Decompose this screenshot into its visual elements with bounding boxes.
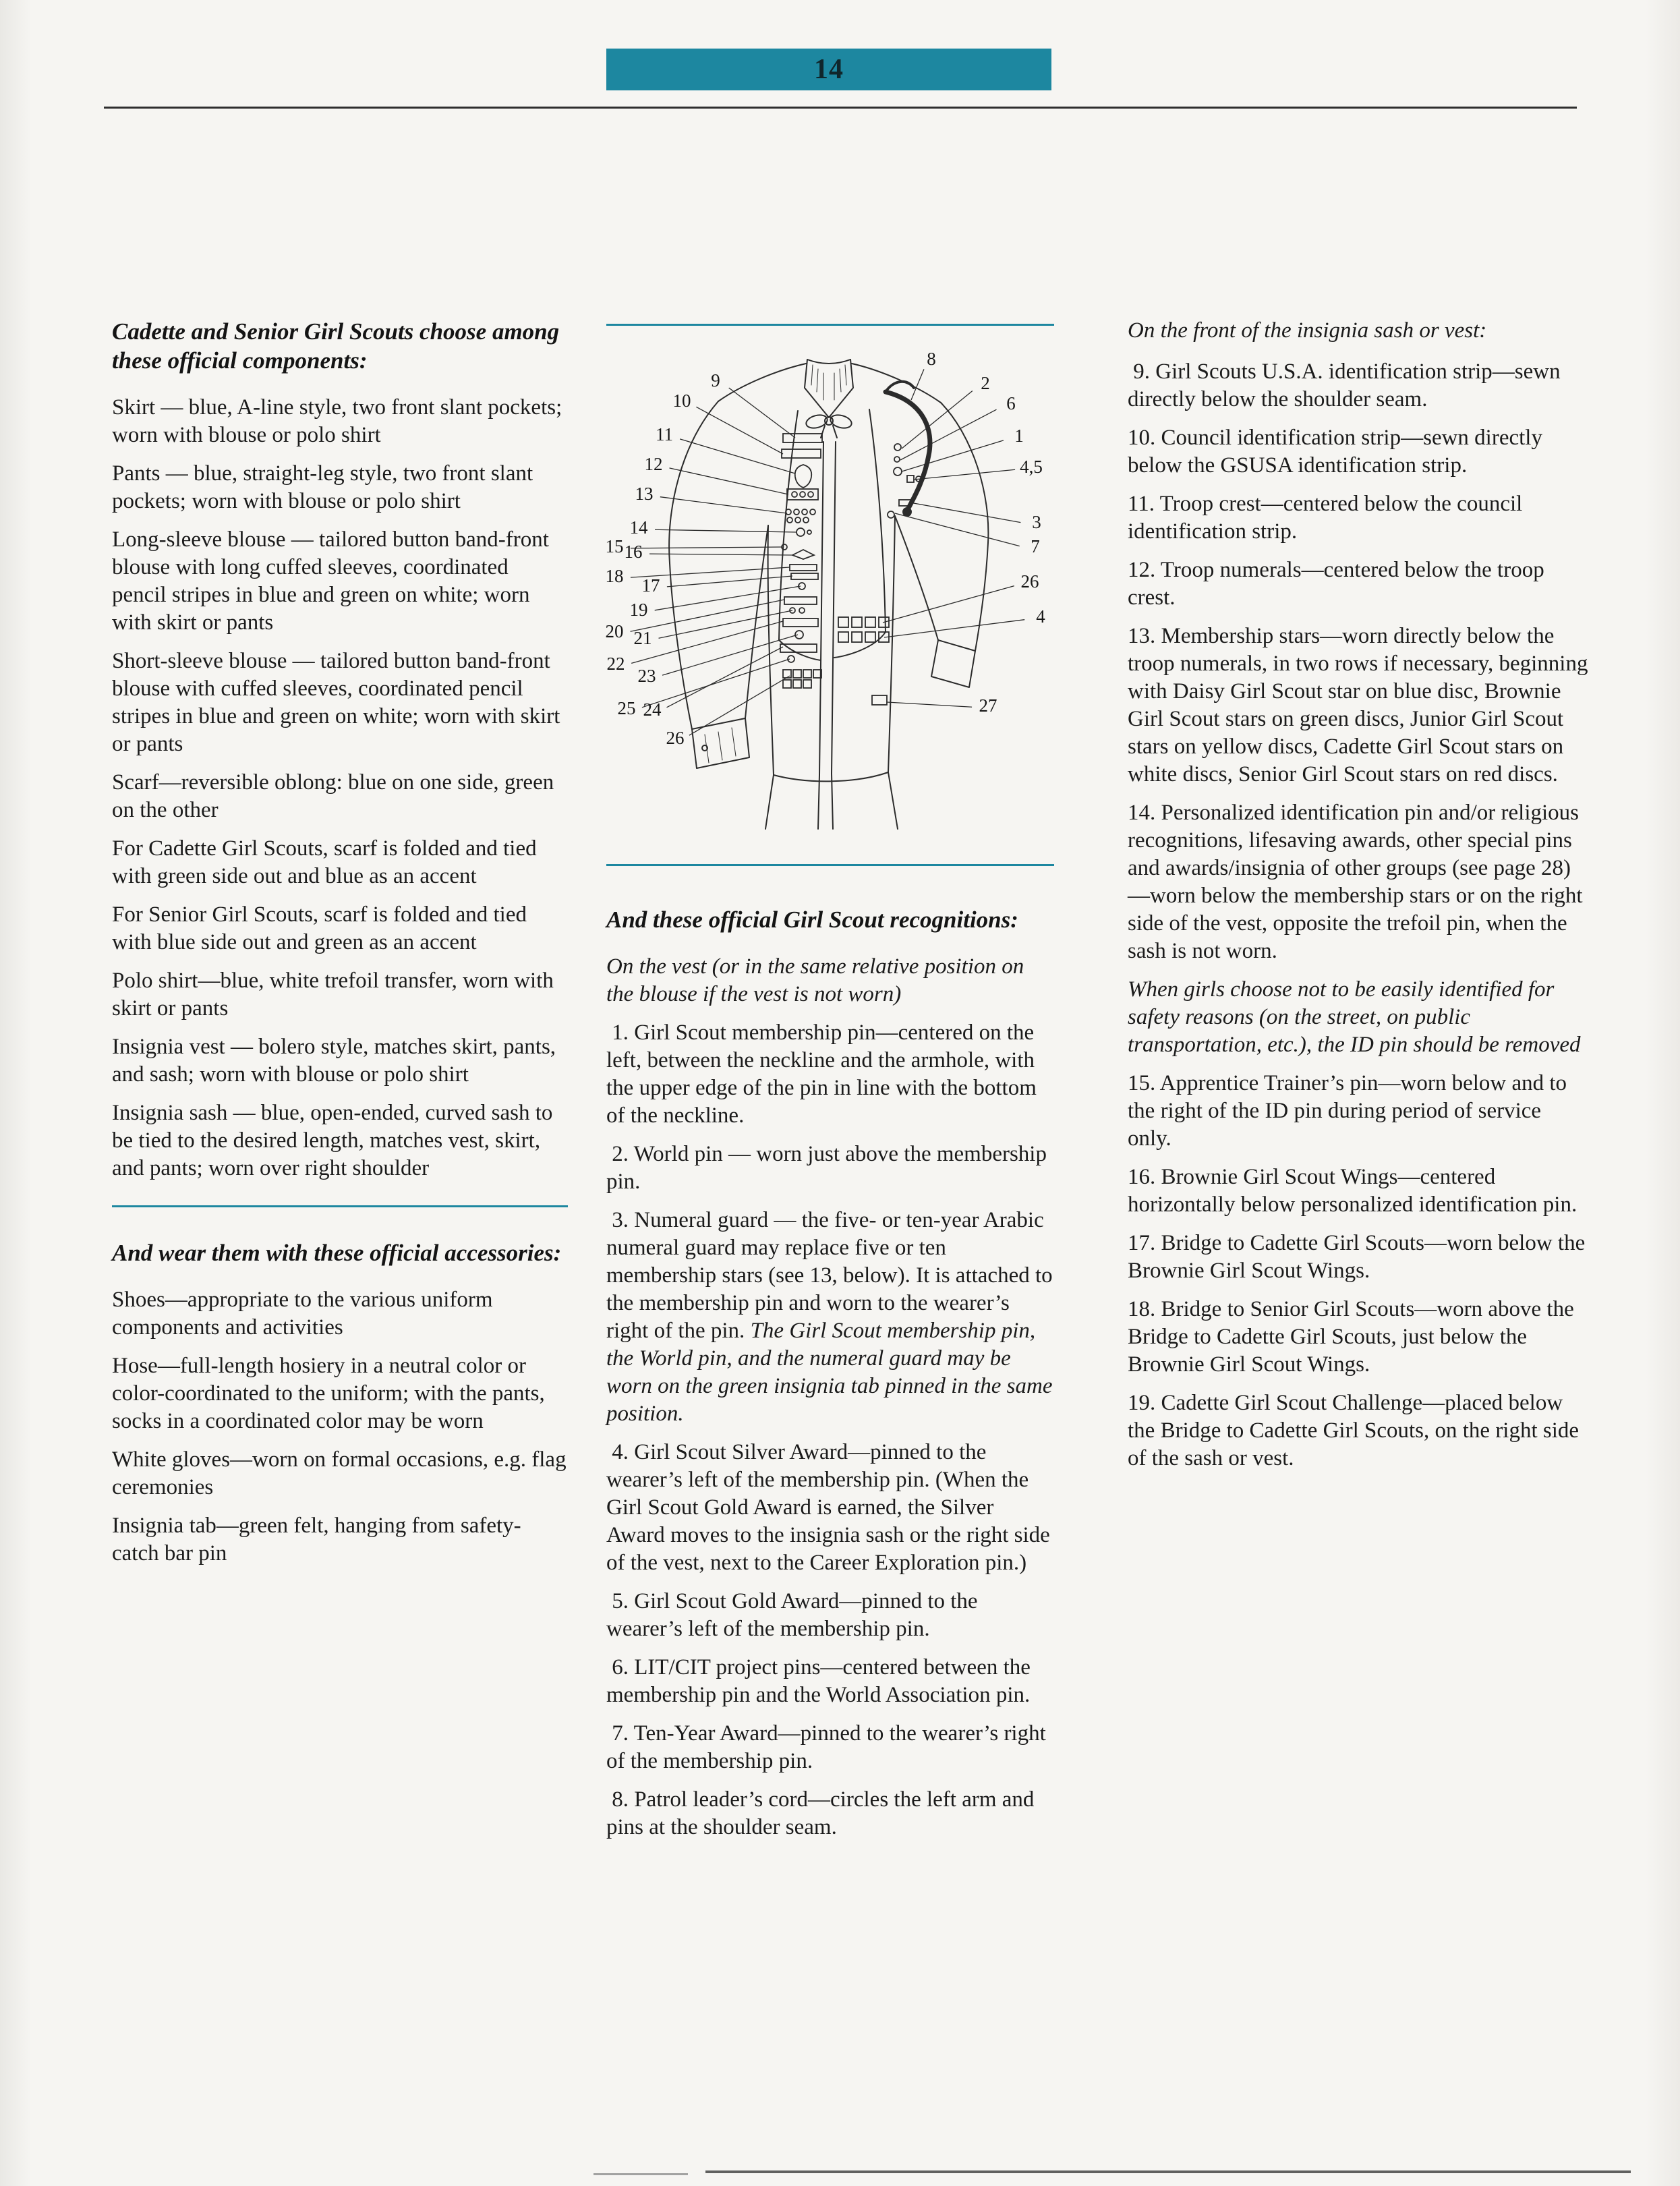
- recognitions-list: [606, 1019, 1058, 1841]
- callout-number: 13: [635, 484, 654, 505]
- callout-number: 4,5: [1020, 457, 1043, 478]
- sash-front-heading: On the front of the insignia sash or vest:: [1128, 318, 1487, 343]
- callout-leader-line: [887, 702, 972, 707]
- paragraph: Insignia tab—green felt, hanging from safety-catch bar pin: [112, 1514, 521, 1565]
- sash-items-list: [1128, 358, 1594, 1472]
- body-text: 3. Numeral guard — the five- or ten-year Arabic numeral guard may replace five or ten membership stars (see 13, below). It is attached to the membership pin and worn to the wearer’s right of the pin.: [606, 1208, 1058, 1343]
- callout-number: 23: [637, 666, 656, 687]
- paragraph: 16. Brownie Girl Scout Wings—centered horizontally below personalized identification pin.: [1128, 1165, 1577, 1217]
- callout-leader-line: [642, 659, 790, 708]
- paragraph: Short-sleeve blouse — tailored button band-front blouse with cuffed sleeves, coordinated pencil stripes in blue and green on white; worn with skirt or pants: [112, 649, 566, 756]
- paragraph: When girls choose not to be easily identified for safety reasons (on the street, on public transportation, etc.), the ID pin should be removed: [1128, 977, 1581, 1057]
- paragraph: 7. Ten-Year Award—pinned to the wearer’s right of the membership pin.: [606, 1721, 1052, 1773]
- top-rule: [104, 107, 1577, 109]
- callout-leader-line: [631, 547, 782, 548]
- callout-layer: [606, 349, 1046, 748]
- callout-number: 9: [711, 370, 720, 391]
- uniform-illustration: [606, 335, 1054, 855]
- paragraph: 8. Patrol leader’s cord—circles the left arm and pins at the shoulder seam.: [606, 1787, 1040, 1839]
- callout-leader-line: [667, 576, 792, 587]
- paragraph: 9. Girl Scouts U.S.A. identification strip—sewn directly below the shoulder seam.: [1128, 359, 1566, 411]
- callout-number: 10: [672, 391, 691, 411]
- paragraph: Long-sleeve blouse — tailored button band-front blouse with long cuffed sleeves, coordinated pencil stripes in blue and green on white; worn with skirt or pants: [112, 527, 555, 635]
- callout-leader-line: [902, 440, 1004, 471]
- paragraph: 1. Girl Scout membership pin—centered on the left, between the neckline and the armhole, with the upper edge of the pin in line with the bottom of the neckline.: [606, 1020, 1043, 1128]
- callout-leader-line: [911, 369, 924, 400]
- paragraph: Insignia vest — bolero style, matches skirt, pants, and sash; worn with blouse or polo shirt: [112, 1035, 562, 1087]
- callout-leader-line: [667, 647, 783, 708]
- callout-number: 20: [605, 621, 624, 642]
- callout-number: 4: [1036, 606, 1045, 627]
- illustration-bottom-rule: [606, 864, 1054, 866]
- callout-leader-line: [631, 621, 783, 663]
- paragraph: Skirt — blue, A-line style, two front slant pockets; worn with blouse or polo shirt: [112, 395, 568, 447]
- callout-number: 26: [666, 728, 685, 749]
- uniform-outline: [669, 359, 988, 829]
- paragraph: 12. Troop numerals—centered below the troop crest.: [1128, 558, 1550, 610]
- callout-number: 24: [643, 699, 662, 720]
- scan-artifact-line: [705, 2170, 1631, 2173]
- paragraph: 2. World pin — worn just above the membership pin.: [606, 1142, 1053, 1194]
- callout-leader-line: [660, 497, 787, 513]
- callout-leader-line: [689, 676, 790, 735]
- paragraph: 14. Personalized identification pin and/or religious recognitions, lifesaving awards, other special pins and awards/insignia of other groups (see page 28)—worn below the membership stars or on the right side of the vest, opposite the trefoil pin, when the sash is not worn.: [1128, 801, 1588, 963]
- callout-number: 27: [979, 695, 997, 716]
- callout-number: 14: [629, 517, 648, 538]
- paragraph: 19. Cadette Girl Scout Challenge—placed below the Bridge to Cadette Girl Scouts, on the right side of the sash or vest.: [1128, 1391, 1585, 1470]
- callout-number: 11: [656, 424, 673, 445]
- paragraph: Polo shirt—blue, white trefoil transfer, worn with skirt or pants: [112, 969, 560, 1020]
- callout-leader-line: [895, 513, 1020, 546]
- paragraph: 11. Troop crest—centered below the council identification strip.: [1128, 492, 1528, 544]
- section-divider: [112, 1205, 568, 1207]
- emphasis-text: The Girl Scout membership pin, the World pin, and the numeral guard may be worn on the green insignia tab pinned in the same position.: [606, 1319, 1058, 1426]
- callout-number: 7: [1031, 536, 1040, 557]
- paragraph: 18. Bridge to Senior Girl Scouts—worn above the Bridge to Cadette Girl Scouts, just below the Brownie Girl Scout Wings.: [1128, 1297, 1580, 1377]
- callout-number: 26: [1020, 571, 1039, 592]
- paragraph: 5. Girl Scout Gold Award—pinned to the wearer’s left of the membership pin.: [606, 1589, 983, 1641]
- callout-leader-line: [914, 469, 1015, 480]
- right-column: [1128, 317, 1594, 1483]
- paragraph: Pants — blue, straight-leg style, two front slant pockets; worn with blouse or polo shirt: [112, 461, 539, 513]
- accessories-heading: And wear them with these official accessories:: [112, 1240, 562, 1266]
- callout-number: 2: [981, 373, 990, 394]
- page-number: 14: [814, 54, 844, 85]
- paragraph: 15. Apprentice Trainer’s pin—worn below and to the right of the ID pin during period of service only.: [1128, 1071, 1573, 1151]
- paragraph: Shoes—appropriate to the various uniform components and activities: [112, 1288, 498, 1340]
- callout-number: 6: [1006, 393, 1016, 414]
- paragraph: 13. Membership stars—worn directly below the troop numerals, in two rows if necessary, beginning with Daisy Girl Scout star on blue disc, Brownie Girl Scout stars on green discs, Junior Girl Scout stars on yellow discs, Cadette Girl Scout stars on white discs, Senior Girl Scout stars on red discs.: [1128, 624, 1594, 786]
- callout-number: 17: [641, 575, 660, 596]
- callout-leader-line: [680, 439, 795, 473]
- callout-number: 22: [606, 654, 625, 674]
- callout-number: 15: [605, 536, 624, 557]
- illustration-top-rule: [606, 324, 1054, 326]
- callout-leader-line: [631, 600, 784, 631]
- paragraph: 17. Bridge to Cadette Girl Scouts—worn below the Brownie Girl Scout Wings.: [1128, 1231, 1591, 1283]
- scan-artifact-line-small: [593, 2173, 688, 2175]
- callout-leader-line: [662, 635, 798, 675]
- components-heading: Cadette and Senior Girl Scouts choose among these official components:: [112, 318, 560, 374]
- callout-number: 21: [633, 628, 652, 649]
- callout-leader-line: [884, 620, 1024, 637]
- paragraph: 10. Council identification strip—sewn directly below the GSUSA identification strip.: [1128, 426, 1548, 478]
- recognitions-note: On the vest (or in the same relative position on the blouse if the vest is not worn): [606, 954, 1030, 1006]
- components-list: [112, 394, 568, 1182]
- paragraph: 4. Girl Scout Silver Award—pinned to the wearer’s left of the membership pin. (When the Girl Scout Gold Award is earned, the Silver Award moves to the insignia sash or the right side of the vest, next to the Career Exploration pin.): [606, 1440, 1056, 1575]
- paragraph: For Senior Girl Scouts, scarf is folded and tied with blue side out and green as an accent: [112, 902, 533, 954]
- callout-number: 12: [644, 454, 663, 475]
- callout-leader-line: [910, 502, 1020, 523]
- callout-leader-line: [696, 407, 783, 454]
- callout-number: 19: [629, 600, 648, 621]
- left-column: [112, 317, 572, 1578]
- callout-number: 16: [624, 542, 643, 563]
- middle-column: [605, 317, 1058, 1852]
- callout-number: 25: [617, 698, 636, 719]
- paragraph: 6. LIT/CIT project pins—centered between the membership pin and the World Association pin.: [606, 1655, 1037, 1707]
- callout-leader-line: [883, 586, 1014, 623]
- callout-number: 18: [605, 566, 624, 587]
- callout-leader-line: [669, 468, 788, 494]
- insignia-items: [780, 434, 921, 705]
- paragraph: [606, 1207, 1058, 1428]
- paragraph: Scarf—reversible oblong: blue on one side, green on the other: [112, 770, 560, 822]
- callout-leader-line: [900, 409, 996, 460]
- callout-number: 1: [1014, 426, 1024, 447]
- recognitions-heading: And these official Girl Scout recognitions:: [606, 907, 1018, 933]
- paragraph: Insignia sash — blue, open-ended, curved sash to be tied to the desired length, matches vest, skirt, and pants; worn over right shoulder: [112, 1101, 558, 1180]
- page-number-banner: [606, 49, 1051, 90]
- callout-number: 8: [927, 349, 936, 370]
- paragraph: White gloves—worn on formal occasions, e.g. flag ceremonies: [112, 1447, 572, 1499]
- callout-leader-line: [655, 586, 801, 610]
- paragraph: For Cadette Girl Scouts, scarf is folded and tied with green side out and blue as an accent: [112, 836, 542, 888]
- accessories-list: [112, 1286, 572, 1567]
- callout-leader-line: [655, 529, 796, 532]
- callout-leader-line: [649, 554, 792, 555]
- paragraph: Hose—full-length hosiery in a neutral color or color-coordinated to the uniform; with the pants, socks in a coordinated color may be worn: [112, 1354, 551, 1433]
- callout-number: 3: [1032, 512, 1041, 533]
